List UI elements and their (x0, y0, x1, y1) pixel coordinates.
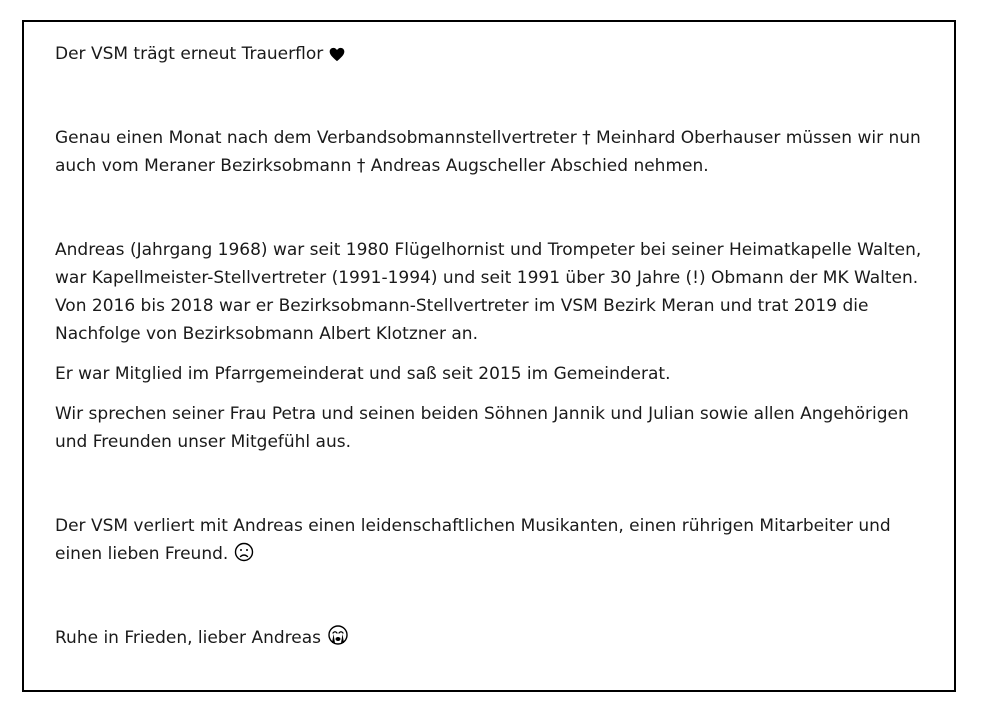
post-body (55, 40, 935, 652)
paragraph-condolence: Wir sprechen seiner Frau Petra und seinen beiden Söhnen Jannik und Julian sowie allen Angehörigen und Freunden unser Mitgefühl aus. (55, 404, 909, 452)
paragraph-council: Er war Mitglied im Pfarrgemeinderat und saß seit 2015 im Gemeinderat. (55, 364, 671, 384)
paragraph-intro: Genau einen Monat nach dem Verbandsobmannstellvertreter † Meinhard Oberhauser müssen wir nun auch vom Meraner Bezirksobmann † Andreas Augscheller Abschied nehmen. (55, 128, 921, 176)
paragraph-rip: Ruhe in Frieden, lieber Andreas (55, 628, 321, 648)
crying-face-icon (327, 624, 349, 646)
paragraph-closing: Der VSM verliert mit Andreas einen leidenschaftlichen Musikanten, einen rührigen Mitarbeiter und einen lieben Freund. (55, 516, 891, 564)
paragraph-closing-line (55, 512, 935, 568)
paragraph-rip-line (55, 624, 935, 652)
paragraph-biography: Andreas (Jahrgang 1968) war seit 1980 Flügelhornist und Trompeter bei seiner Heimatkapelle Walten, war Kapellmeister-Stellvertreter (1991-1994) und seit 1991 über 30 Jahre (!) Obmann der MK Walten. Von 2016 bis 2018 war er Bezirksobmann-Stellvertreter im VSM Bezirk Meran und trat 2019 die Nachfolge von Bezirksobmann Albert Klotzner an. (55, 240, 922, 344)
post-title-line (55, 40, 935, 68)
sad-face-icon (234, 542, 254, 562)
heart-icon (329, 47, 345, 62)
post-title: Der VSM trägt erneut Trauerflor (55, 44, 324, 64)
